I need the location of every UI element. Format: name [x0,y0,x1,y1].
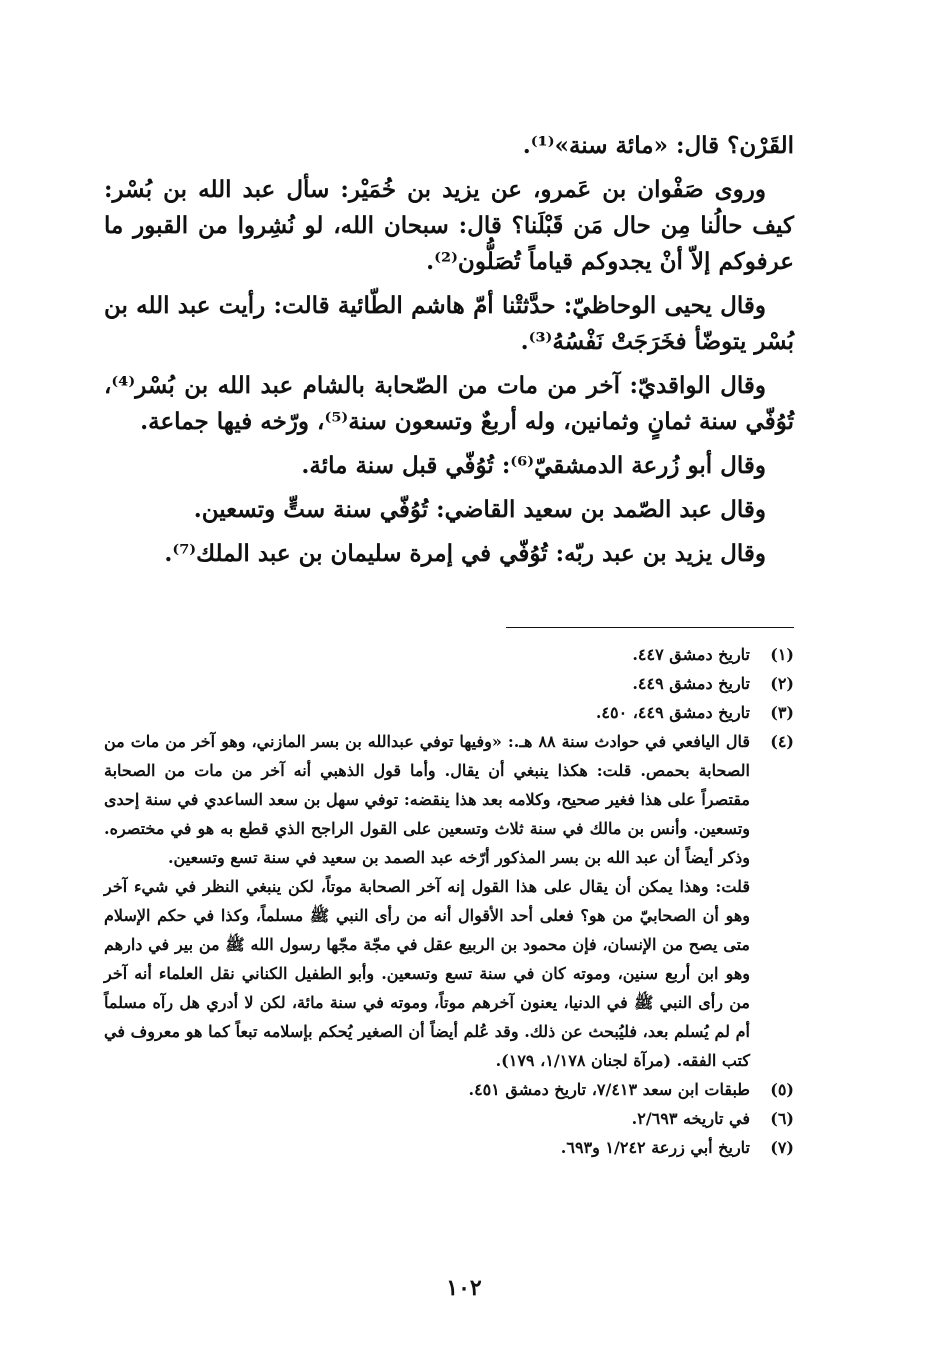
main-paragraph: وقال أبو زُرعة الدمشقيّ⁽⁶⁾: تُوُفّي قبل سنة مائة. [301,452,766,479]
footnote-text: تاريخ دمشق ٤٤٧. [632,645,750,664]
main-paragraph: وقال يزيد بن عبد ربّه: تُوُفّي في إمرة سليمان بن عبد الملك⁽⁷⁾. [164,540,766,567]
footnote-item [104,1133,794,1162]
page-number: ١٠٢ [446,1275,482,1301]
footnote-continuation: قلت: وهذا يمكن أن يقال على هذا القول إنه آخر الصحابة موتاً، لكن ينبغي النظر في شيء آخر وهو أن الصحابيّ من هو؟ فعلى أحد الأقوال أنه من رأى النبي ﷺ مسلماً، وكذا في حكم الإسلام متى يصح من الإنسان، فإن محمود بن الربيع عقل في مجّة مجّها رسول الله ﷺ من بير في دارهم وهو ابن أربع سنين، وموته كان في سنة تسع وتسعين. وأبو الطفيل الكناني نقل العلماء أنه آخر من رأى النبي ﷺ في الدنيا، يعنون آخرهم موتاً، وموته في سنة مائة، لكن لا أدري هل رآه مسلماً أم لم يُسلم بعد، فليُبحث عن ذلك. وقد عُلم أيضاً أن الصغير يُحكم بإسلامه تبعاً كما هو معروف في كتب الفقه. (مرآة لجنان ١/١٧٨، ١٧٩). [104,877,750,1070]
footnote-item [104,698,794,727]
footnote-number: (٧) [770,1138,794,1157]
footnote-number: (١) [770,645,794,664]
main-paragraph: وقال الواقديّ: آخر من مات من الصّحابة بالشام عبد الله بن بُسْر⁽⁴⁾، تُوُفّي سنة ثمانٍ وثمانين، وله أربعٌ وتسعون سنة⁽⁵⁾، ورّخه فيها جماعة. [104,372,794,435]
footnote-item [104,1104,794,1133]
footnote-item [104,727,794,872]
main-paragraph: القَرْن؟ قال: «مائة سنة»⁽¹⁾. [522,132,794,159]
footnote-text: تاريخ دمشق ٤٤٩، ٤٥٠. [595,703,750,722]
footnote-number: (٥) [770,1080,794,1099]
footnote-text: تاريخ أبي زرعة ١/٢٤٢ و٦٩٣. [560,1138,750,1157]
footnote-text: قال اليافعي في حوادث سنة ٨٨ هـ.: «وفيها توفي عبدالله بن بسر المازني، وهو آخر من مات من الصحابة بحمص. قلت: هكذا ينبغي أن يقال. وأما قول الذهبي أنه آخر من مات من الصحابة مقتصراً على هذا فغير صحيح، وكلامه بعد هذا ينقضه: توفي سهل بن سعد الساعدي في سنة إحدى وتسعين. وأنس بن مالك في سنة ثلاث وتسعين على القول الراجح الذي قطع به هو في مختصره. وذكر أيضاً أن عبد الله بن بسر المذكور أرّخه عبد الصمد بن سعيد في سنة تسع وتسعين. [104,732,751,867]
footnote-number: (٦) [770,1109,794,1128]
main-text-body [104,128,794,580]
footnotes-section [104,640,794,1162]
main-paragraph: وقال عبد الصّمد بن سعيد القاضي: تُوُفّي سنة ستٍّ وتسعين. [193,496,766,523]
footnote-text: طبقات ابن سعد ٧/٤١٣، تاريخ دمشق ٤٥١. [468,1080,750,1099]
footnote-item [104,640,794,669]
footnote-number: (٣) [770,703,794,722]
footnote-text: في تاريخه ٢/٦٩٣. [631,1109,750,1128]
footnote-text: تاريخ دمشق ٤٤٩. [632,674,750,693]
footnote-number: (٤) [770,732,794,751]
footnote-item [104,669,794,698]
footnote-number: (٢) [770,674,794,693]
main-paragraph: وقال يحيى الوحاظيّ: حدَّثتْنا أمّ هاشم الطّائية قالت: رأيت عبد الله بن بُسْر يتوضّأ فخَرَجَتْ نَفْسُهُ⁽³⁾. [104,292,794,355]
main-paragraph: وروى صَفْوان بن عَمرو، عن يزيد بن خُمَيْر: سأل عبد الله بن بُسْر: كيف حالُنا مِن حال مَن قَبْلَنا؟ قال: سبحان الله، لو نُشِروا من القبور ما عرفوكم إلاّ أنْ يجدوكم قياماً تُصَلُّون⁽²⁾. [104,176,794,275]
footnote-item [104,1075,794,1104]
footnote-separator [506,627,794,628]
